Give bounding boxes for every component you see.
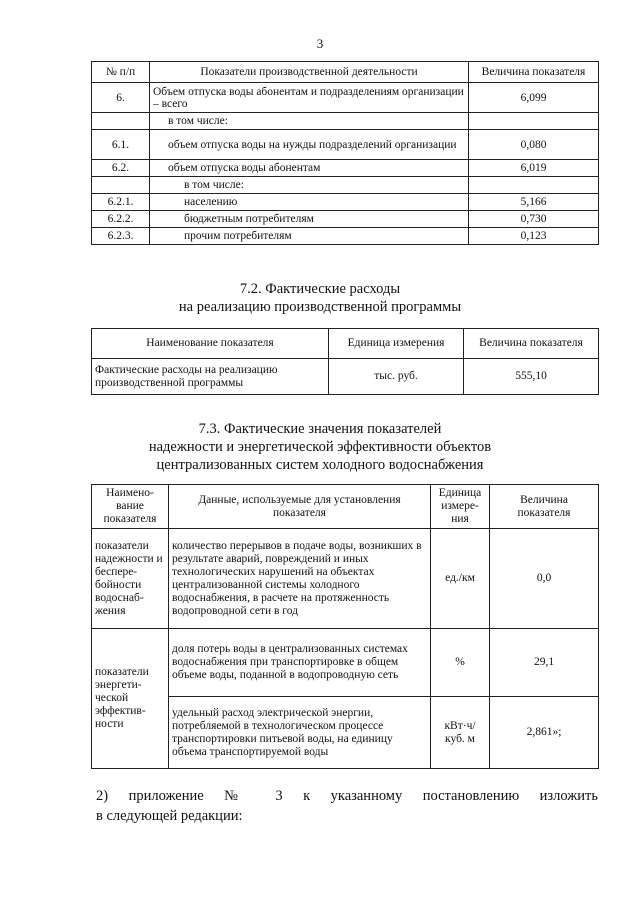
t2-row-name: Фактические расходы на реализацию производственной программы [92,359,329,395]
row-label: населению [150,194,469,211]
t3-group2-row2-value: 2,861»; [490,697,599,769]
reliability-efficiency-table [91,484,599,769]
t3-group1-value: 0,0 [490,529,599,629]
t3-group1-unit: ед./км [431,529,490,629]
row-label: объем отпуска воды на нужды подразделений организации [150,130,469,160]
row-value: 0,730 [469,211,599,228]
page-number: 3 [316,36,324,51]
closing-line1: 2) приложение № 3 к указанному постановлению изложить [96,788,598,804]
section-7-2-title [0,280,640,316]
table-row [92,177,599,194]
table-row [92,130,599,160]
row-number: 6.2.1. [92,194,150,211]
row-value: 6,019 [469,160,599,177]
col-header-num: № п/п [92,62,150,83]
t3-header-unit: Единица измере-ния [431,485,490,529]
row-label: в том числе: [150,113,469,130]
t3-group1-name: показатели надежности и беспере-бойности водоснаб-жения [92,529,169,629]
row-value [469,177,599,194]
t2-row-value: 555,10 [464,359,599,395]
table-row [92,113,599,130]
table-row [92,194,599,211]
t3-header-value: Величина показателя [490,485,599,529]
actual-expenses-table [91,328,599,395]
row-value: 5,166 [469,194,599,211]
row-number: 6.1. [92,130,150,160]
t3-group2-name: показатели энергети-ческой эффектив-ности [92,629,169,769]
t3-header-data: Данные, используемые для установления показателя [169,485,431,529]
table-row [92,83,599,113]
row-label: прочим потребителям [150,228,469,245]
table-row [92,228,599,245]
t2-header-name: Наименование показателя [92,329,329,359]
row-number [92,177,150,194]
row-value: 6,099 [469,83,599,113]
t3-group2-row2-data: удельный расход электрической энергии, потребляемой в технологическом процессе транспортировки питьевой воды, на единицу объема транспортируемой воды [169,697,431,769]
t2-row-unit: тыс. руб. [329,359,464,395]
t3-group2-row2-unit: кВт·ч/ куб. м [431,697,490,769]
row-label: объем отпуска воды абонентам [150,160,469,177]
production-indicators-table [91,61,599,245]
col-header-indicator: Показатели производственной деятельности [150,62,469,83]
row-value: 0,123 [469,228,599,245]
closing-line2: в следующей редакции: [96,808,243,824]
section-7-2-title-line1: 7.2. Фактические расходы [239,281,401,297]
section-7-3-title-line2: надежности и энергетической эффективности объектов [148,439,492,455]
row-value [469,113,599,130]
table-row [92,211,599,228]
t2-header-unit: Единица измерения [329,329,464,359]
row-value: 0,080 [469,130,599,160]
t2-header-value: Величина показателя [464,329,599,359]
row-number: 6.2.2. [92,211,150,228]
row-label: Объем отпуска воды абонентам и подразделениям организации – всего [150,83,469,113]
row-number: 6.2.3. [92,228,150,245]
t3-group2-row1-unit: % [431,629,490,697]
section-7-3-title-line3: централизованных систем холодного водоснабжения [156,457,484,473]
section-7-3-title [0,420,640,474]
col-header-value: Величина показателя [469,62,599,83]
row-label: в том числе: [150,177,469,194]
section-7-3-title-line1: 7.3. Фактические значения показателей [198,421,442,437]
t3-group1-data: количество перерывов в подаче воды, возникших в результате аварий, повреждений и иных технологических нарушений на объектах централизованной системы холодного водоснабжения, в расчете на протяженность водопроводной сети в год [169,529,431,629]
t3-group2-row1-value: 29,1 [490,629,599,697]
row-number: 6.2. [92,160,150,177]
row-number [92,113,150,130]
t3-group2-row1-data: доля потерь воды в централизованных системах водоснабжения при транспортировке в общем объеме воды, поданной в водопроводную сеть [169,629,431,697]
table-row [92,160,599,177]
row-label: бюджетным потребителям [150,211,469,228]
section-7-2-title-line2: на реализацию производственной программы [178,299,462,315]
t3-header-name: Наимено-вание показателя [92,485,169,529]
row-number: 6. [92,83,150,113]
